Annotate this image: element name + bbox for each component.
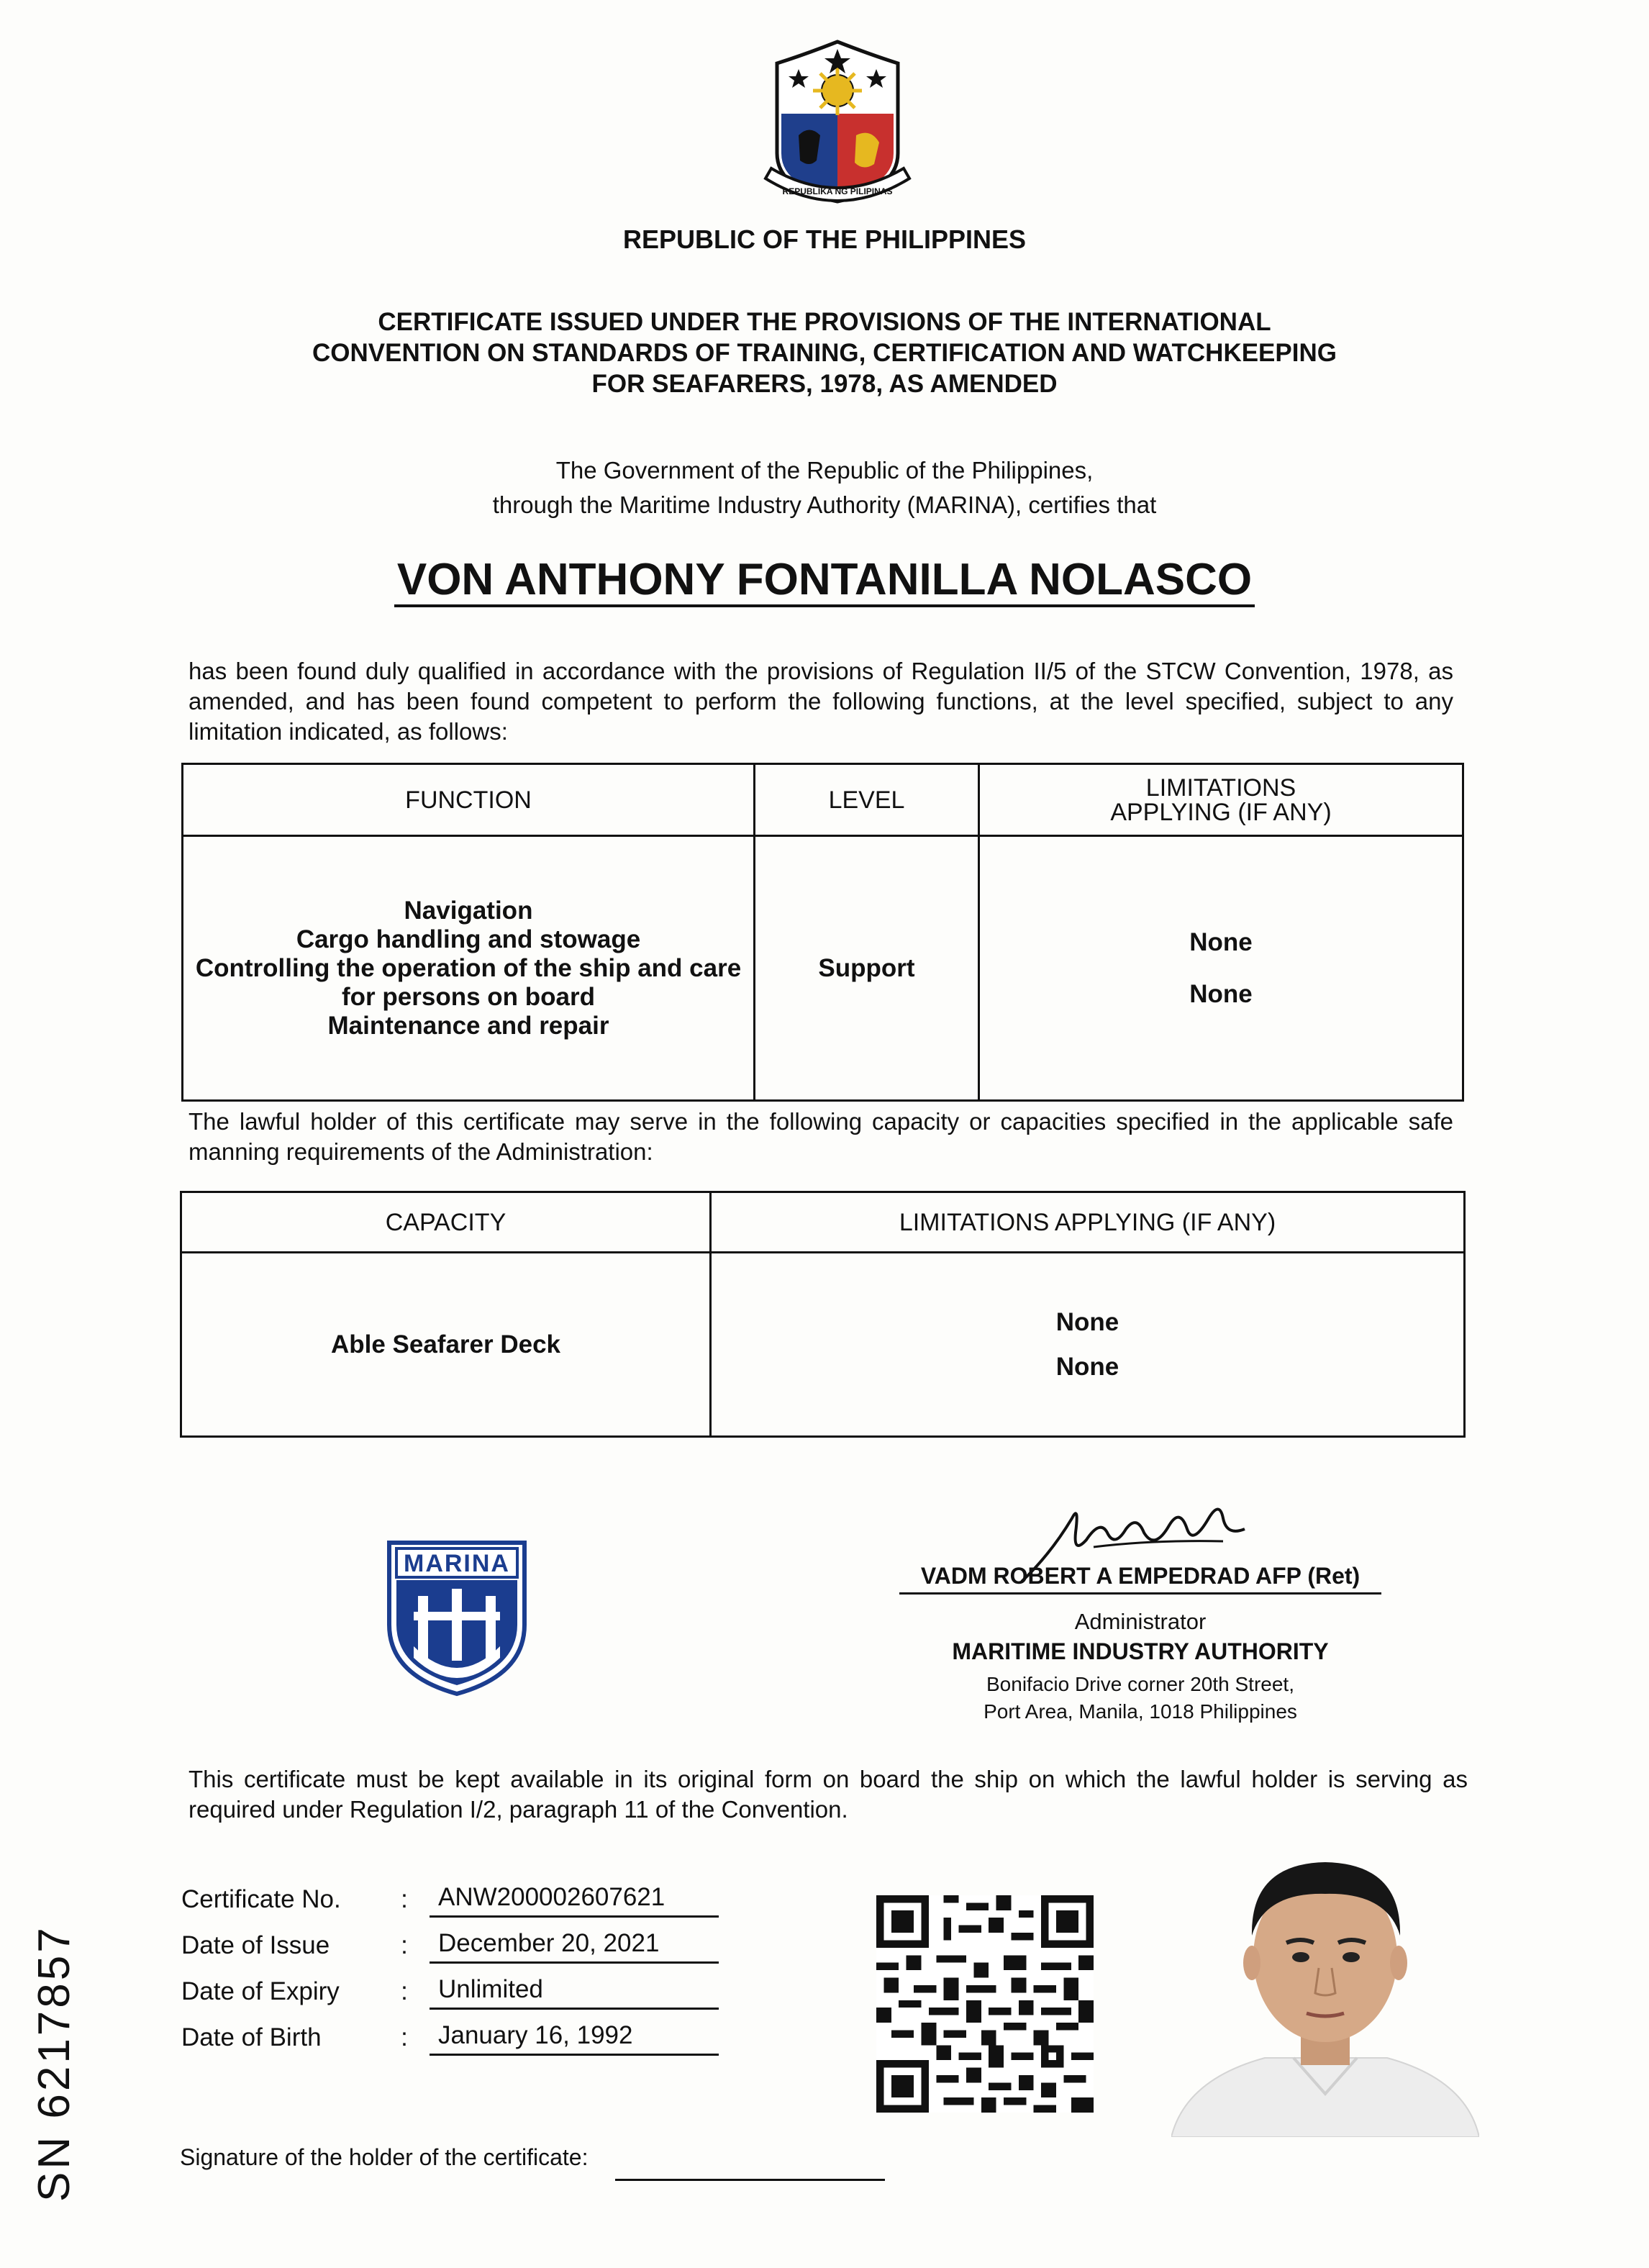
custody-notice: This certificate must be kept available in its original form on board the ship on which the lawful holder is serving as required under Regulation I/2, paragraph 11 of the Convention. (188, 1766, 1468, 1823)
level-cell: Support (755, 836, 979, 1101)
authority-name: MARITIME INDUSTRY AUTHORITY (952, 1638, 1329, 1664)
detail-label: Date of Birth (181, 2023, 322, 2051)
capacity-table (180, 1191, 1466, 1438)
limitations-header: LIMITATIONS APPLYING (IF ANY) (979, 764, 1463, 836)
function-header: FUNCTION (183, 764, 755, 836)
capacity-limitations-header: LIMITATIONS APPLYING (IF ANY) (711, 1192, 1465, 1253)
detail-colon: : (401, 2023, 408, 2051)
limitation-item: None (1055, 1352, 1119, 1381)
holder-name-text: VON ANTHONY FONTANILLA NOLASCO (394, 555, 1255, 607)
function-item: Cargo handling and stowage (296, 925, 641, 953)
holder-photo-image (1171, 1842, 1479, 2137)
seal-text: REPUBLIKA NG PILIPINAS (782, 186, 893, 196)
date-of-birth-value: January 16, 1992 (430, 2018, 719, 2056)
holder-signature-label: Signature of the holder of the certificate: (180, 2144, 589, 2170)
qualification-statement: has been found duly qualified in accordance with the provisions of Regulation II/5 of the STCW Convention, 1978, as amended, and has been found competent to perform the following functions, at the level specified, subject to any limitation indicated, as follows: (188, 658, 1453, 745)
qr-code-icon (876, 1895, 1094, 2113)
address-line: Port Area, Manila, 1018 Philippines (984, 1700, 1297, 1723)
government-statement (288, 453, 1361, 522)
capacity-statement: The lawful holder of this certificate may serve in the following capacity or capacities specified in the applicable safe manning requirements of the Administration: (188, 1108, 1453, 1165)
function-item: Navigation (404, 896, 533, 925)
certificate-number-value: ANW200002607621 (430, 1879, 719, 1918)
capacity-cell: Able Seafarer Deck (181, 1253, 711, 1437)
country-title: REPUBLIC OF THE PHILIPPINES (622, 224, 1027, 254)
capacity-header: CAPACITY (181, 1192, 711, 1253)
date-of-issue-value: December 20, 2021 (430, 1925, 719, 1964)
marina-logo-icon (385, 1538, 529, 1698)
statement-line: through the Maritime Industry Authority (MARINA), certifies that (492, 491, 1157, 518)
address-line: Bonifacio Drive corner 20th Street, (986, 1673, 1294, 1695)
detail-colon: : (401, 1885, 408, 1913)
signatory-title: Administrator (1074, 1609, 1207, 1634)
detail-colon: : (401, 1931, 408, 1959)
functions-cell (183, 836, 755, 1101)
function-item: Maintenance and repair (327, 1011, 609, 1040)
statement-line: The Government of the Republic of the Philippines, (555, 457, 1094, 484)
functions-table (181, 763, 1464, 1102)
detail-label: Date of Issue (181, 1931, 330, 1959)
limitation-item: None (1189, 979, 1253, 1008)
function-limitations-cell (979, 836, 1463, 1101)
detail-colon: : (401, 1977, 408, 2005)
level-header: LEVEL (755, 764, 979, 836)
limitation-item: None (1189, 927, 1253, 956)
capacity-limitations-cell (711, 1253, 1465, 1437)
philippine-seal-icon (755, 35, 919, 214)
serial-number: SN 6217857 (29, 1925, 79, 2202)
heading-line: FOR SEAFARERS, 1978, AS AMENDED (591, 370, 1058, 398)
marina-logo-text: MARINA (404, 1550, 510, 1577)
authority-address (863, 1671, 1417, 1725)
detail-label: Certificate No. (181, 1885, 341, 1913)
holder-name (216, 554, 1433, 605)
date-of-expiry-value: Unlimited (430, 1972, 719, 2010)
function-item: Controlling the operation of the ship and care for persons on board (195, 953, 742, 1011)
signatory-name: VADM ROBERT A EMPEDRAD AFP (Ret) (899, 1563, 1381, 1595)
holder-signature-line (615, 2179, 885, 2181)
detail-label: Date of Expiry (181, 1977, 340, 2005)
certificate-heading (216, 307, 1433, 399)
heading-line: CERTIFICATE ISSUED UNDER THE PROVISIONS OF THE INTERNATIONAL (378, 308, 1271, 336)
heading-line: CONVENTION ON STANDARDS OF TRAINING, CERTIFICATION AND WATCHKEEPING (312, 339, 1337, 367)
limitation-item: None (1055, 1307, 1119, 1336)
